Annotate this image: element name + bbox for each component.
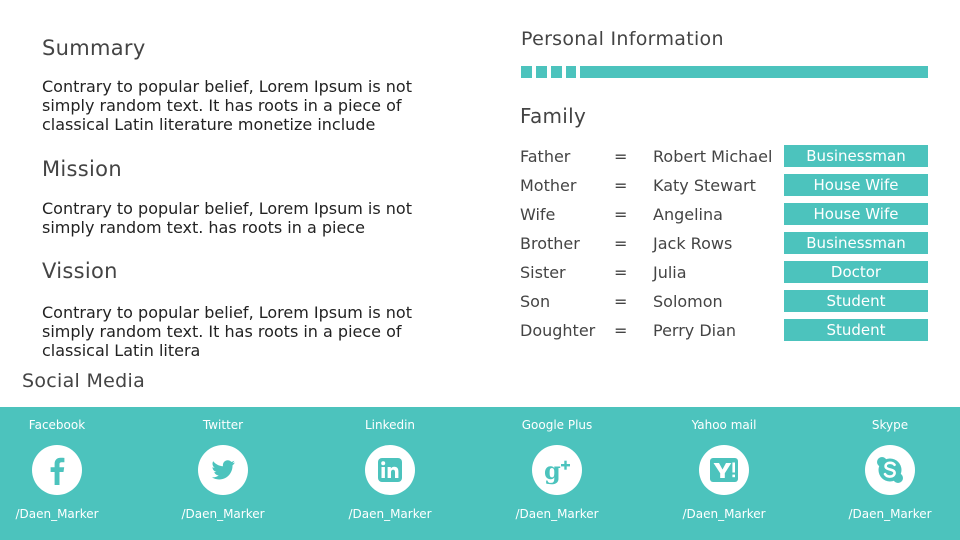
svg-text:g: g: [544, 456, 561, 485]
family-equals: =: [614, 263, 628, 282]
personal-information-heading: Personal Information: [521, 28, 724, 50]
social-media-band: [0, 407, 960, 540]
family-relation: Mother: [520, 176, 577, 195]
vission-line: simply random text. It has roots in a piece of: [42, 322, 402, 341]
bar-segment: [536, 66, 547, 78]
social-label: Skype: [871, 418, 909, 432]
bar-segment: [521, 66, 532, 78]
family-row: [520, 174, 928, 196]
summary-line: Contrary to popular belief, Lorem Ipsum is not: [42, 77, 412, 96]
family-equals: =: [614, 234, 628, 253]
family-row: [520, 203, 928, 225]
mission-text: [42, 199, 442, 237]
linkedin-icon[interactable]: [365, 445, 415, 495]
family-row: [520, 261, 928, 283]
vission-text: [42, 303, 442, 360]
vission-line: Contrary to popular belief, Lorem Ipsum is not: [42, 303, 412, 322]
personal-information-divider-bar: [521, 66, 928, 78]
mission-line: Contrary to popular belief, Lorem Ipsum is not: [42, 199, 412, 218]
family-name: Perry Dian: [653, 321, 737, 340]
social-media-heading: Social Media: [22, 370, 146, 392]
family-occupation-badge: Businessman: [784, 145, 928, 167]
family-name: Angelina: [653, 205, 723, 224]
family-occupation-badge: House Wife: [784, 174, 928, 196]
social-handle[interactable]: /Daen_Marker: [848, 507, 932, 521]
social-label: Facebook: [28, 418, 86, 432]
family-occupation-badge: Student: [784, 290, 928, 312]
family-relation: Doughter: [520, 321, 596, 340]
family-row: [520, 319, 928, 341]
family-name: Solomon: [653, 292, 723, 311]
family-heading: Family: [520, 104, 587, 128]
family-name: Robert Michael: [653, 147, 773, 166]
summary-text: [42, 77, 442, 134]
social-yahoo: [644, 407, 804, 540]
social-google-plus: [477, 407, 637, 540]
summary-line: classical Latin literature monetize include: [42, 115, 376, 134]
mission-heading: Mission: [42, 157, 122, 181]
bar-segment: [580, 66, 928, 78]
family-row: [520, 232, 928, 254]
social-label: Linkedin: [364, 418, 416, 432]
family-relation: Father: [520, 147, 571, 166]
bar-segment: [566, 66, 576, 78]
family-equals: =: [614, 176, 628, 195]
family-relation: Brother: [520, 234, 580, 253]
social-handle[interactable]: /Daen_Marker: [181, 507, 265, 521]
family-occupation-badge: Doctor: [784, 261, 928, 283]
family-equals: =: [614, 205, 628, 224]
skype-icon[interactable]: [865, 445, 915, 495]
vission-line: classical Latin litera: [42, 341, 201, 360]
vission-heading: Vission: [42, 259, 118, 283]
family-occupation-badge: Student: [784, 319, 928, 341]
family-occupation-badge: Businessman: [784, 232, 928, 254]
family-equals: =: [614, 147, 628, 166]
family-name: Julia: [653, 263, 687, 282]
social-handle[interactable]: /Daen_Marker: [515, 507, 599, 521]
family-equals: =: [614, 292, 628, 311]
social-handle[interactable]: /Daen_Marker: [348, 507, 432, 521]
family-row: [520, 145, 928, 167]
twitter-icon[interactable]: [198, 445, 248, 495]
social-twitter: [143, 407, 303, 540]
facebook-icon[interactable]: [32, 445, 82, 495]
social-linkedin: [310, 407, 470, 540]
social-handle[interactable]: /Daen_Marker: [682, 507, 766, 521]
social-skype: [810, 407, 960, 540]
summary-heading: Summary: [42, 36, 146, 60]
family-relation: Sister: [520, 263, 566, 282]
social-label: Yahoo mail: [691, 418, 757, 432]
google-plus-icon[interactable]: [532, 445, 582, 495]
yahoo-icon[interactable]: [699, 445, 749, 495]
social-label: Twitter: [202, 418, 244, 432]
family-occupation-badge: House Wife: [784, 203, 928, 225]
family-name: Jack Rows: [653, 234, 733, 253]
family-relation: Wife: [520, 205, 556, 224]
social-label: Google Plus: [521, 418, 593, 432]
family-row: [520, 290, 928, 312]
family-equals: =: [614, 321, 628, 340]
social-handle[interactable]: /Daen_Marker: [15, 507, 99, 521]
family-name: Katy Stewart: [653, 176, 756, 195]
summary-line: simply random text. It has roots in a piece of: [42, 96, 402, 115]
mission-line: simply random text. has roots in a piece: [42, 218, 365, 237]
bar-segment: [551, 66, 562, 78]
family-relation: Son: [520, 292, 551, 311]
social-facebook: [0, 407, 137, 540]
